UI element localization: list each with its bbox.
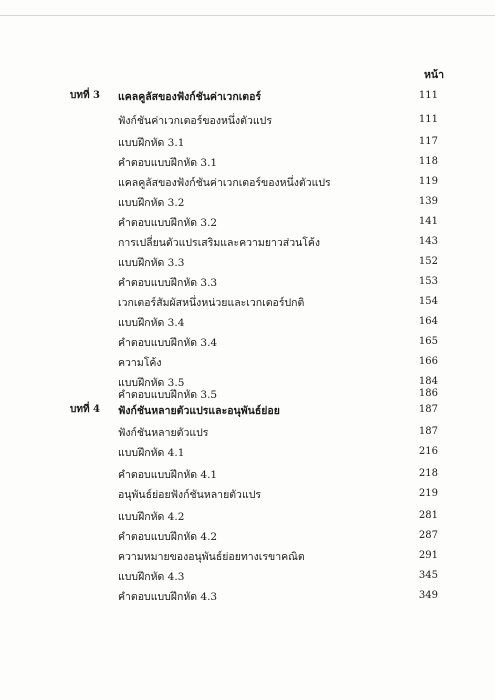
toc-entry-title: ความโค้ง <box>118 357 162 369</box>
toc-entry-page-number: 186 <box>418 388 438 399</box>
toc-entry-page-number: 111 <box>418 114 438 125</box>
toc-entry <box>118 254 438 270</box>
toc-entry-title: คำตอบแบบฝึกหัด 3.2 <box>118 217 218 229</box>
toc-entry-page-number: 184 <box>418 376 438 387</box>
toc-entry <box>118 402 438 418</box>
chapter-title: ฟังก์ชันหลายตัวแปรและอนุพันธ์ย่อย <box>118 405 280 417</box>
toc-entry-page-number: 291 <box>418 550 438 561</box>
toc-entry-title: ความหมายของอนุพันธ์ย่อยทางเรขาคณิต <box>118 551 305 563</box>
toc-entry <box>118 112 438 128</box>
toc-entry-page-number: 119 <box>418 176 438 187</box>
toc-entry-page-number: 143 <box>418 236 438 247</box>
toc-entry-title: คำตอบแบบฝึกหัด 3.5 <box>118 389 218 401</box>
toc-entry <box>118 194 438 210</box>
toc-entry-page-number: 216 <box>418 446 438 457</box>
chapter-label-3: บทที่ 3 <box>70 90 100 101</box>
toc-entry <box>118 354 438 370</box>
toc-entry <box>118 88 438 104</box>
toc-entry <box>118 214 438 230</box>
page-column-header: หน้า <box>424 69 444 81</box>
toc-entry <box>118 154 438 170</box>
toc-entry-page-number: 154 <box>418 296 438 307</box>
toc-entry <box>118 294 438 310</box>
toc-entry-page-number: 117 <box>418 136 438 147</box>
toc-entry-page-number: 153 <box>418 276 438 287</box>
toc-entry <box>118 508 438 524</box>
toc-entry <box>118 234 438 250</box>
toc-entry-page-number: 287 <box>418 530 438 541</box>
toc-entry-title: แบบฝึกหัด 3.2 <box>118 197 185 209</box>
toc-entry-title: อนุพันธ์ย่อยฟังก์ชันหลายตัวแปร <box>118 489 262 501</box>
toc-entry <box>118 424 438 440</box>
toc-entry <box>118 486 438 502</box>
toc-entry <box>118 588 438 604</box>
toc-entry-title: แบบฝึกหัด 3.4 <box>118 317 185 329</box>
toc-entry-title: คำตอบแบบฝึกหัด 3.4 <box>118 337 218 349</box>
toc-entry <box>118 134 438 150</box>
toc-entry-title: ฟังก์ชันค่าเวกเตอร์ของหนึ่งตัวแปร <box>118 115 272 127</box>
toc-entry-title: แบบฝึกหัด 4.1 <box>118 447 185 459</box>
toc-entry <box>118 548 438 564</box>
toc-entry-page-number: 118 <box>418 156 438 167</box>
toc-entry-page-number: 345 <box>418 570 438 581</box>
toc-entry-page-number: 165 <box>418 336 438 347</box>
toc-entry-title: คำตอบแบบฝึกหัด 3.3 <box>118 277 218 289</box>
toc-entry-page-number: 219 <box>418 488 438 499</box>
toc-entry-title: เวกเตอร์สัมผัสหนึ่งหน่วยและเวกเตอร์ปกติ <box>118 297 305 309</box>
toc-entry-page-number: 187 <box>418 426 438 437</box>
toc-entry-title: คำตอบแบบฝึกหัด 3.1 <box>118 157 218 169</box>
toc-entry <box>118 466 438 482</box>
toc-entry <box>118 334 438 350</box>
toc-entry-title: คำตอบแบบฝึกหัด 4.3 <box>118 591 218 603</box>
toc-entry-page-number: 141 <box>418 216 438 227</box>
toc-entry-title: แบบฝึกหัด 3.5 <box>118 377 185 389</box>
toc-entry-title: คำตอบแบบฝึกหัด 4.2 <box>118 531 218 543</box>
toc-entry-title: แคลคูลัสของฟังก์ชันค่าเวกเตอร์ของหนึ่งตัวแปร <box>118 177 331 189</box>
toc-entry-page-number: 349 <box>418 590 438 601</box>
toc-entry-title: ฟังก์ชันหลายตัวแปร <box>118 427 209 439</box>
toc-entry <box>118 314 438 330</box>
chapter-title: แคลคูลัสของฟังก์ชันค่าเวกเตอร์ <box>118 91 262 103</box>
toc-entry <box>118 444 438 460</box>
toc-entry <box>118 568 438 584</box>
page-fold-line <box>0 15 495 16</box>
toc-entry-page-number: 111 <box>418 90 438 101</box>
toc-entry-title: แบบฝึกหัด 4.3 <box>118 571 185 583</box>
toc-entry-title: แบบฝึกหัด 3.3 <box>118 257 185 269</box>
toc-entry-page-number: 164 <box>418 316 438 327</box>
toc-entry <box>118 274 438 290</box>
toc-entry-page-number: 187 <box>418 404 438 415</box>
toc-entry-page-number: 152 <box>418 256 438 267</box>
toc-entry-title: แบบฝึกหัด 4.2 <box>118 511 185 523</box>
toc-entry <box>118 174 438 190</box>
toc-entry <box>118 386 438 402</box>
toc-entry-page-number: 139 <box>418 196 438 207</box>
toc-entry-title: คำตอบแบบฝึกหัด 4.1 <box>118 469 218 481</box>
toc-entry-title: แบบฝึกหัด 3.1 <box>118 137 185 149</box>
toc-entry-page-number: 218 <box>418 468 438 479</box>
chapter-label-4: บทที่ 4 <box>70 404 100 415</box>
toc-entry <box>118 528 438 544</box>
toc-entry-page-number: 166 <box>418 356 438 367</box>
toc-entry-title: การเปลี่ยนตัวแปรเสริมและความยาวส่วนโค้ง <box>118 237 321 249</box>
toc-entry-page-number: 281 <box>418 510 438 521</box>
